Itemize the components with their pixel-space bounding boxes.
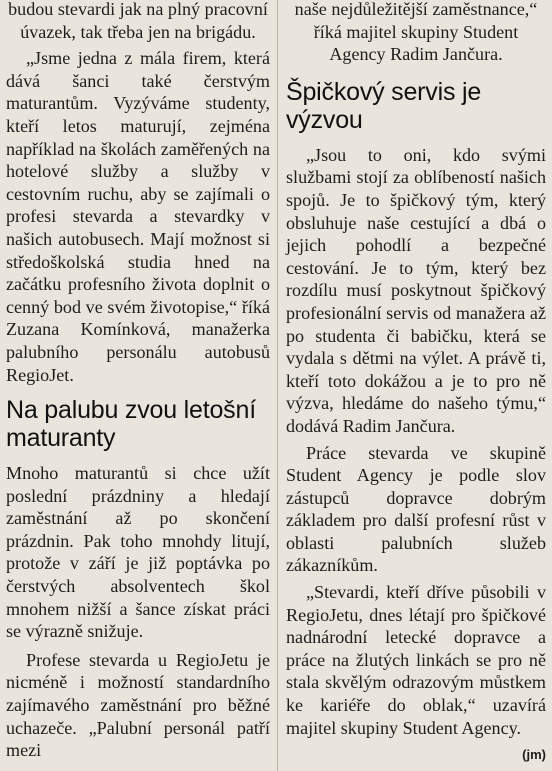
column-divider [277,0,278,771]
paragraph-7: Práce stevarda ve skupině Student Agency je podle slov zástupců dopravce dobrým základem pro další profesní růst v oblasti palubních služeb zákazníkům. [286,442,546,576]
paragraph-1: budou stevardi jak na plný pracovní úvazek, tak třeba jen na brigádu. [8,0,268,42]
paragraph-4: Profese stevarda u RegioJetu je nicméně i možností standardního zajímavého zaměstnání pro běžné uchazeče. „Palubní personál patří mezi [6,649,270,761]
author-signature: (jm) [522,747,546,763]
paragraph-6: „Jsou to oni, kdo svými službami stojí za oblíbeností našich spojů. Je to špičkový tým, který obsluhuje naše cestující a dbá o jejich pohodlí a bezpečné cestování. Je to tým, který bez rozdílu musí poskytnout špičkový profesionální servis od manažera až po studenta či babičku, která se vydala s dětmi na výlet. A právě ti, kteří toto dokážou a je to pro ně výzva, hledáme do našeho týmu,“ dodává Radim Jančura. [286,144,546,436]
paragraph-8 [286,581,546,763]
section-heading-2: Špičkový servis je výzvou [286,77,482,134]
paragraph-5: naše nejdůležitější zaměstnance,“ říká majitel skupiny Student Agency Radim Jančura. [294,0,538,65]
paragraph-3: Mnoho maturantů si chce užít poslední prázdniny a hledají zaměstnání až po skončení prázdnin. Pak toho mnohdy litují, protože v září je již poptávka po čerstvých absolventech škol mnohem nižší a šance získat práci se výrazně snižuje. [6,463,270,642]
right-column [286,0,546,771]
section-heading-1: Na palubu zvou letošní maturanty [6,396,256,453]
paragraph-8-text: „Stevardi, kteří dříve působili v RegioJetu, dnes létají pro špičkové nadnárodní letecké dopravce a práce na žlutých linkách se pro ně stala skvělým odrazovým můstkem ke kariéře do oblak,“ uzavírá majitel skupiny Student Agency. [286,582,546,738]
left-column [6,0,270,771]
paragraph-2: „Jsme jedna z mála firem, která dává šanci také čerstvým maturantům. Vyzýváme studenty, kteří letos maturují, zejména například na školách zaměřených na hotelové služby a služby v cestovním ruchu, aby se zajímali o profesi stevarda a stevardky v našich autobusech. Mají možnost si středoškolská studia hned na začátku profesního života doplnit o cenný bod ve svém životopise,“ říká Zuzana Komínková, manažerka palubního personálu autobusů RegioJet. [6,48,270,385]
